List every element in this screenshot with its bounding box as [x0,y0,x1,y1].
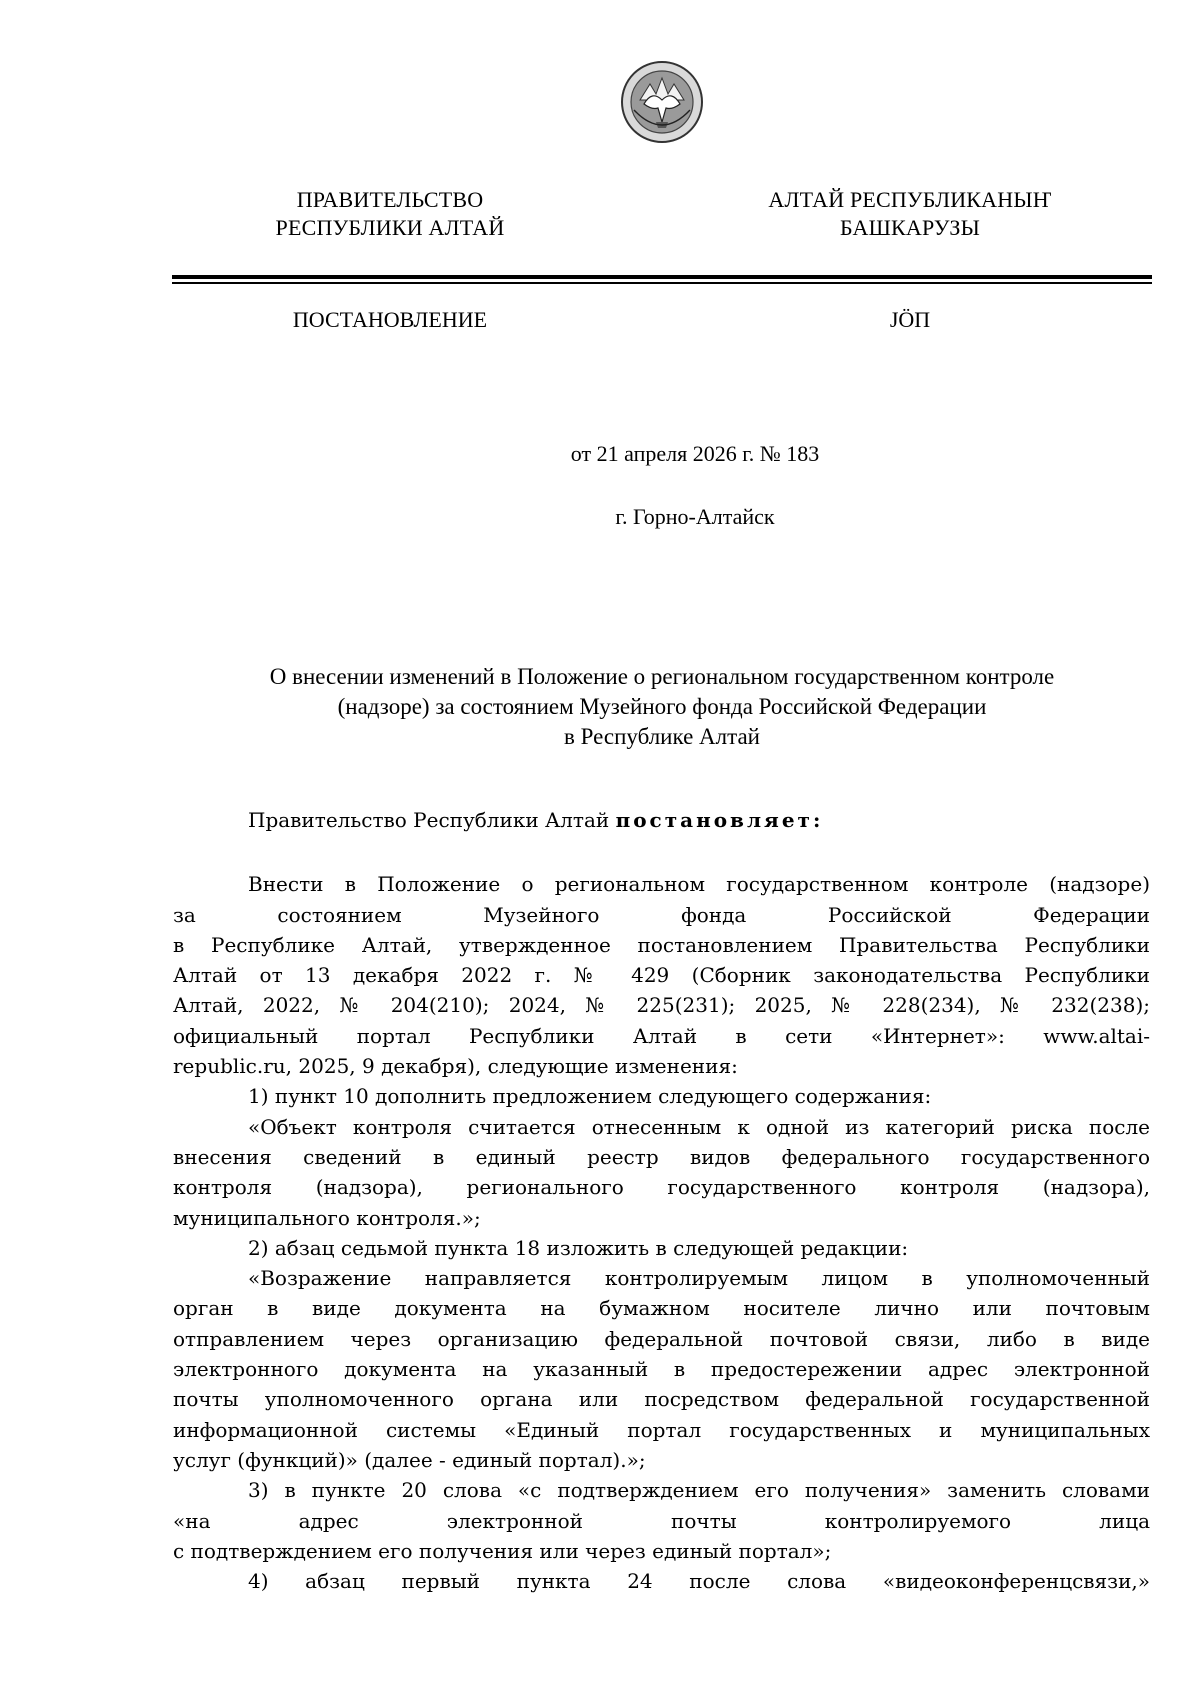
header-divider-thick [172,275,1152,279]
paragraph-line: «Возражение направляется контролируемым лицом в уполномоченный [248,1266,1150,1291]
paragraph-line: муниципального контроля.»; [173,1205,481,1230]
document-title [172,662,1152,752]
paragraph-line: Алтай от 13 декабря 2022 г. № 429 (Сборник законодательства Республики [173,963,1150,988]
paragraph-line: Внести в Положение о региональном государственном контроле (надзоре) [248,872,1150,897]
paragraph-line: с подтверждением его получения или через единый портал»; [173,1538,832,1563]
paragraph-line: информационной системы «Единый портал государственных и муниципальных [173,1417,1150,1442]
paragraph-4 [173,1233,1150,1263]
paragraph-line: 3) в пункте 20 слова «с подтверждением его получения» заменить словами [248,1478,1150,1503]
date-line: от 21 апреля 2026 г. № 183 [570,441,820,466]
altai-republic-emblem-icon [620,60,704,144]
header-left-line: РЕСПУБЛИКИ АЛТАЙ [275,215,505,240]
paragraph-line: за состоянием Музейного фонда Российской Федерации [173,902,1150,927]
header-left [240,186,540,242]
paragraph-2 [173,1081,1150,1111]
paragraph-line: орган в виде документа на бумажном носителе лично или почтовым [173,1296,1150,1321]
header-left-line: ПРАВИТЕЛЬСТВО [296,187,484,212]
paragraph-line: «на адрес электронной почты контролируемого лица [173,1508,1150,1533]
paragraph-line: 4) абзац первый пункта 24 после слова «видеоконференцсвязи,» [248,1569,1150,1594]
doc-type-left: ПОСТАНОВЛЕНИЕ [292,307,488,332]
paragraph-line: 1) пункт 10 дополнить предложением следующего содержания: [248,1084,932,1109]
city-line: г. Горно-Алтайск [615,504,775,529]
paragraph-line: отправлением через организацию федеральной почтовой связи, либо в виде [173,1326,1150,1351]
paragraph-line: почты уполномоченного органа или посредством федеральной государственной [173,1387,1150,1412]
doc-type-right: JÖП [889,307,931,332]
paragraph-line: контроля (надзора), регионального государственного контроля (надзора), [173,1175,1150,1200]
header-right-line: АЛТАЙ РЕСПУБЛИКАНЫҤ [768,187,1052,212]
paragraph-line: официальный портал Республики Алтай в сети «Интернет»: www.altai- [173,1023,1150,1048]
paragraph-line: Алтай, 2022, № 204(210); 2024, № 225(231); 2025, № 228(234), № 232(238); [173,993,1150,1018]
title-line: (надзоре) за состоянием Музейного фонда Российской Федерации [337,694,987,719]
title-line: в Республике Алтай [563,724,760,749]
header-right [760,186,1060,242]
header-right-line: БАШКАРУЗЫ [840,215,980,240]
paragraph-1 [173,869,1150,1081]
intro-emphasis: постановляет: [615,808,824,832]
paragraph-line: в Республике Алтай, утвержденное постановлением Правительства Республики [173,932,1150,957]
paragraph-line: внесения сведений в единый реестр видов федерального государственного [173,1144,1150,1169]
paragraph-line: 2) абзац седьмой пункта 18 изложить в следующей редакции: [248,1235,909,1260]
paragraph-line: «Объект контроля считается отнесенным к одной из категорий риска после [248,1114,1150,1139]
title-line: О внесении изменений в Положение о региональном государственном контроле [269,664,1055,689]
paragraph-3 [173,1112,1150,1233]
intro-text: Правительство Республики Алтай [248,808,616,832]
paragraph-line: republic.ru, 2025, 9 декабря), следующие изменения: [173,1054,738,1079]
paragraph-6 [173,1475,1150,1566]
document-body [173,805,1150,1596]
header-divider-thin [172,282,1152,284]
paragraph-7 [173,1566,1150,1596]
paragraph-5 [173,1263,1150,1475]
paragraph-line: услуг (функций)» (далее - единый портал).»; [173,1447,646,1472]
paragraph-line: электронного документа на указанный в предостережении адрес электронной [173,1357,1150,1382]
intro-paragraph [173,805,1150,835]
